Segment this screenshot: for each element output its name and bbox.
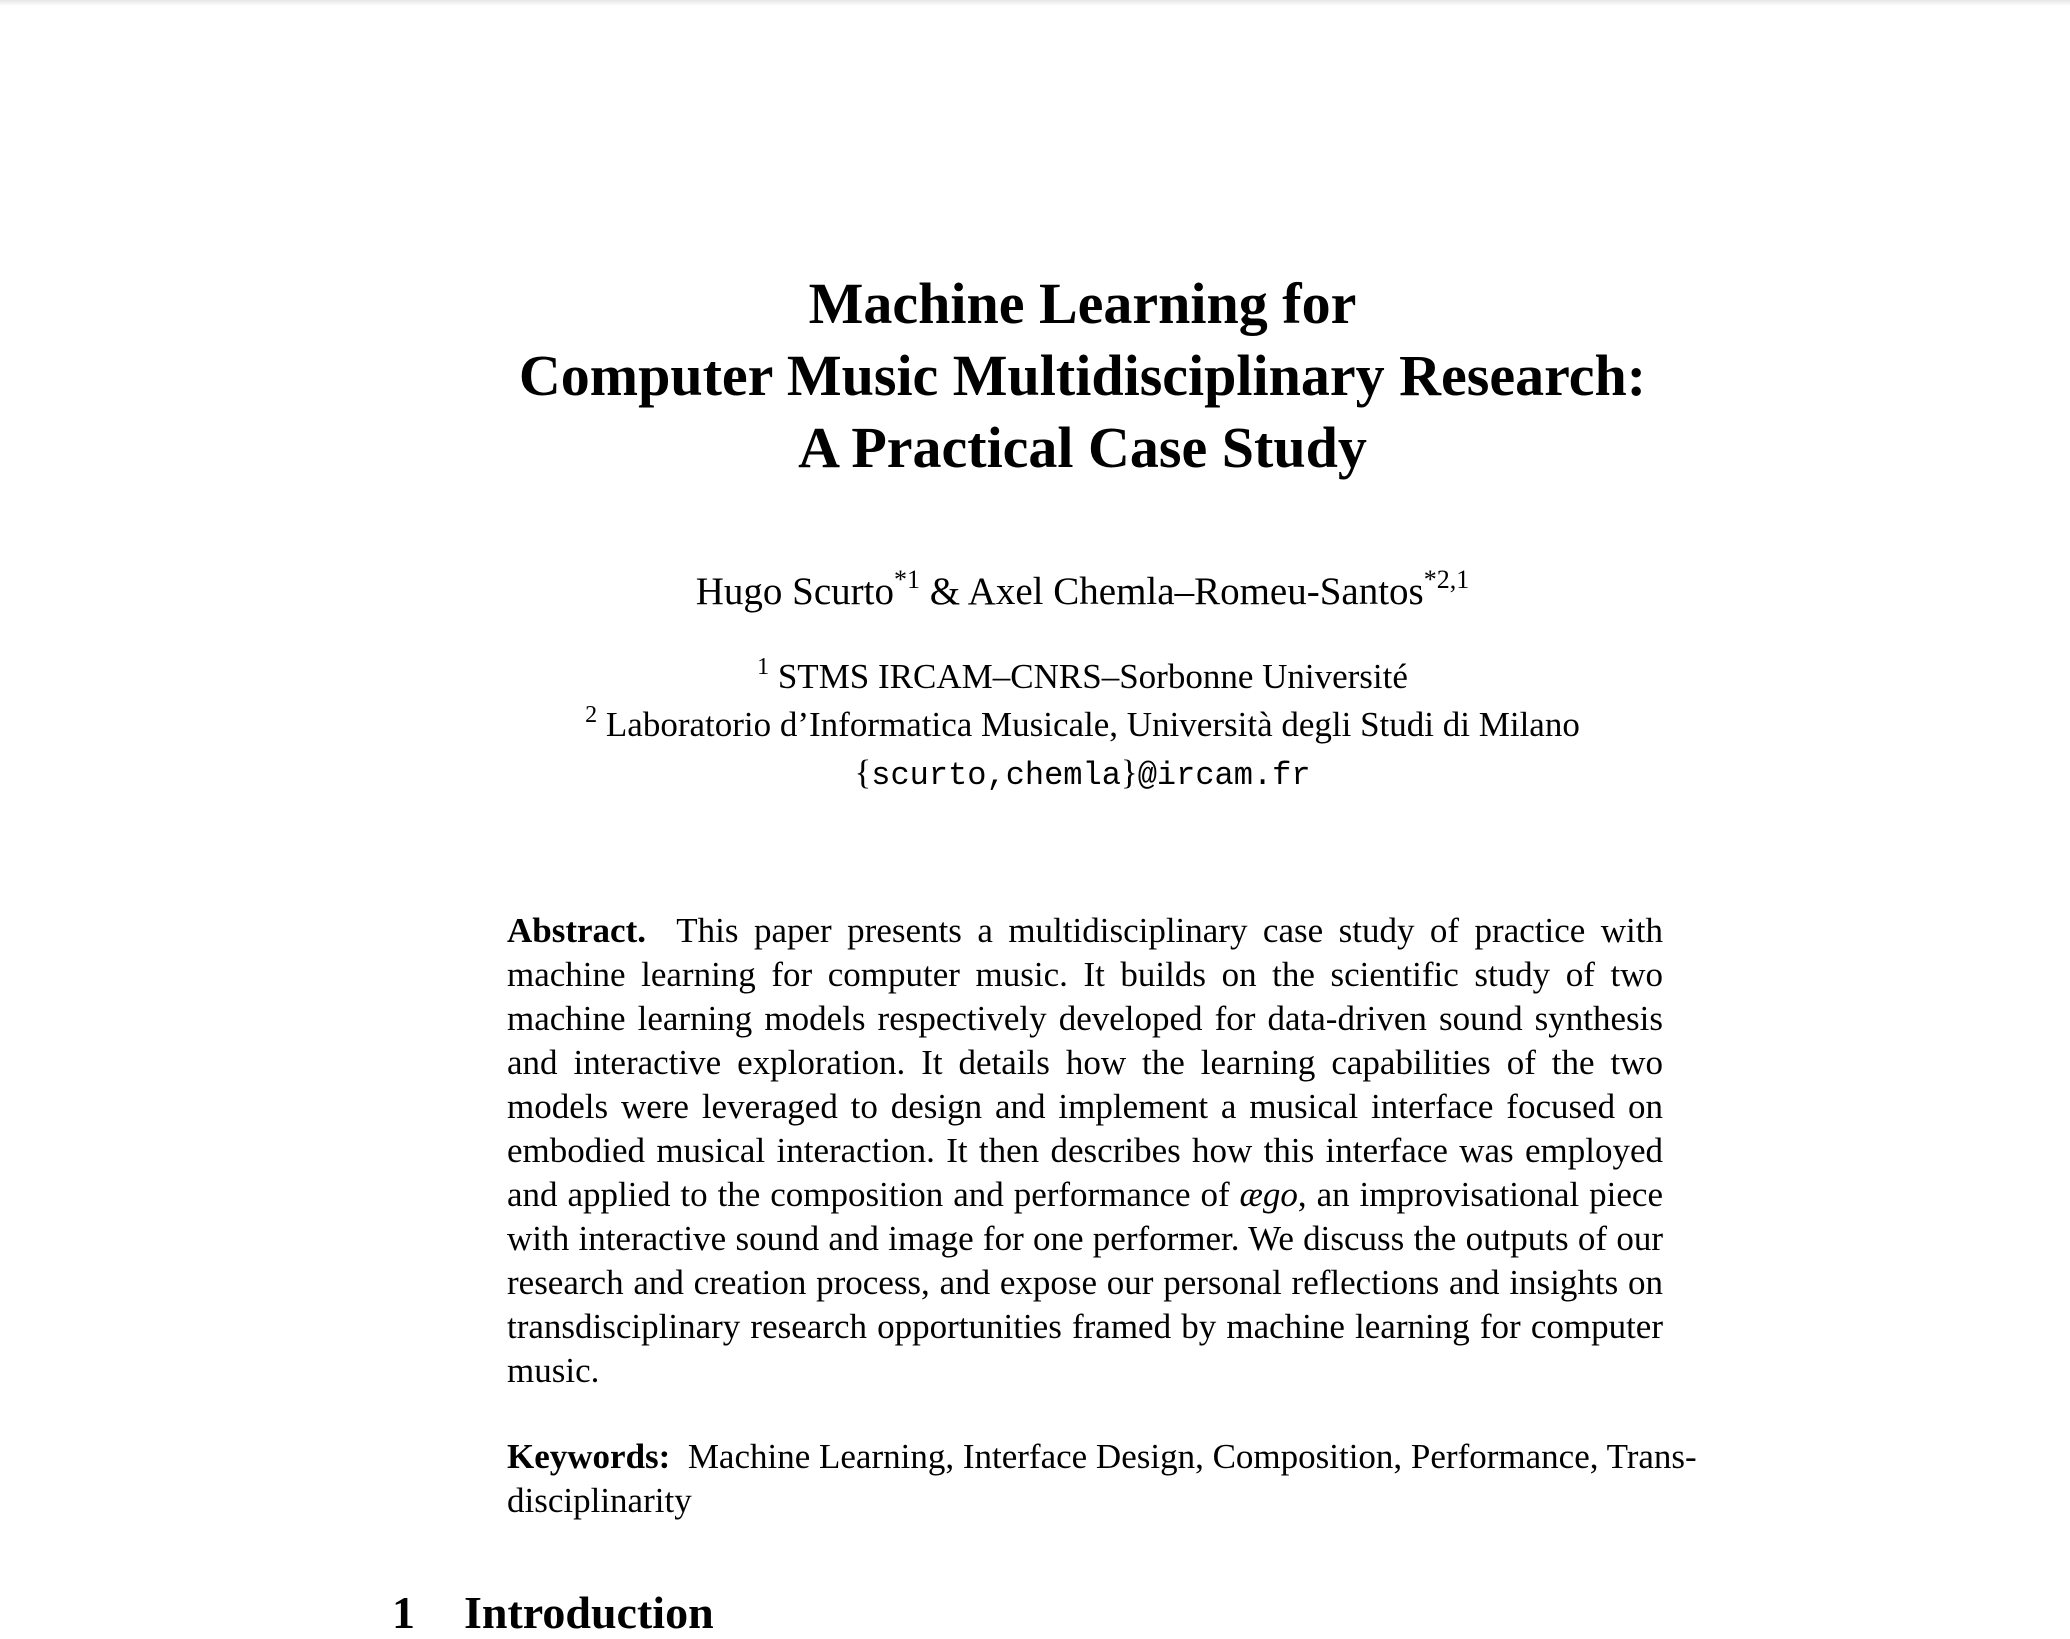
keywords — [507, 1435, 1713, 1523]
affiliation-1-mark: 1 — [757, 654, 770, 680]
author-1-marks: *1 — [894, 565, 921, 594]
section-heading — [392, 1586, 714, 1639]
contact-email — [0, 751, 2070, 798]
abstract — [507, 909, 1663, 1393]
email-open-brace: { — [854, 753, 872, 792]
email-users: scurto,chemla — [871, 757, 1121, 794]
email-close-brace: } — [1120, 753, 1138, 792]
paper-title — [0, 268, 2070, 484]
affiliation-2-mark: 2 — [585, 702, 598, 728]
title-line-2: Computer Music Multidisciplinary Research: — [518, 343, 1647, 408]
affiliations — [0, 655, 2070, 798]
author-line — [0, 566, 2070, 622]
affiliation-2 — [0, 703, 2070, 751]
keywords-text: Machine Learning, Interface Design, Composition, Performance, Trans-disciplinarity — [507, 1437, 1697, 1520]
page-top-shadow — [0, 0, 2070, 6]
affiliation-1-text: STMS IRCAM–CNRS–Sorbonne Université — [777, 657, 1408, 696]
abstract-piece-name: ægo — [1239, 1175, 1298, 1214]
section-number: 1 — [392, 1587, 415, 1638]
section-title: Introduction — [464, 1587, 714, 1638]
affiliation-1 — [0, 655, 2070, 703]
abstract-text-part-1: This paper presents a multidisciplinary case study of practice with machine learning for computer music. It builds on the scientific study of two machine learning models respectively developed for data-driven sound synthesis and interactive exploration. It details how the learning capabilities of the two models were leveraged to design and implement a musical interface focused on embodied musical interaction. It then describes how this interface was employed and applied to the composition and performance of — [507, 911, 1663, 1214]
keywords-label: Keywords: — [507, 1437, 671, 1476]
author-2-marks: *2,1 — [1423, 565, 1470, 594]
author-1-name: Hugo Scurto — [695, 570, 895, 613]
abstract-label: Abstract. — [507, 911, 646, 950]
title-line-1: Machine Learning for — [808, 271, 1357, 336]
abstract-text-part-2: , an improvisational piece with interactive sound and image for one performer. We discuss the outputs of our research and creation process, and expose our personal reflections and insights on transdisciplinary research opportunities framed by machine learning for computer music. — [507, 1175, 1663, 1390]
author-separator: & — [920, 570, 968, 613]
title-line-3: A Practical Case Study — [798, 415, 1367, 480]
email-domain: @ircam.fr — [1137, 757, 1311, 794]
affiliation-2-text: Laboratorio d’Informatica Musicale, Università degli Studi di Milano — [605, 705, 1580, 744]
author-2-name: Axel Chemla–Romeu-Santos — [967, 570, 1424, 613]
